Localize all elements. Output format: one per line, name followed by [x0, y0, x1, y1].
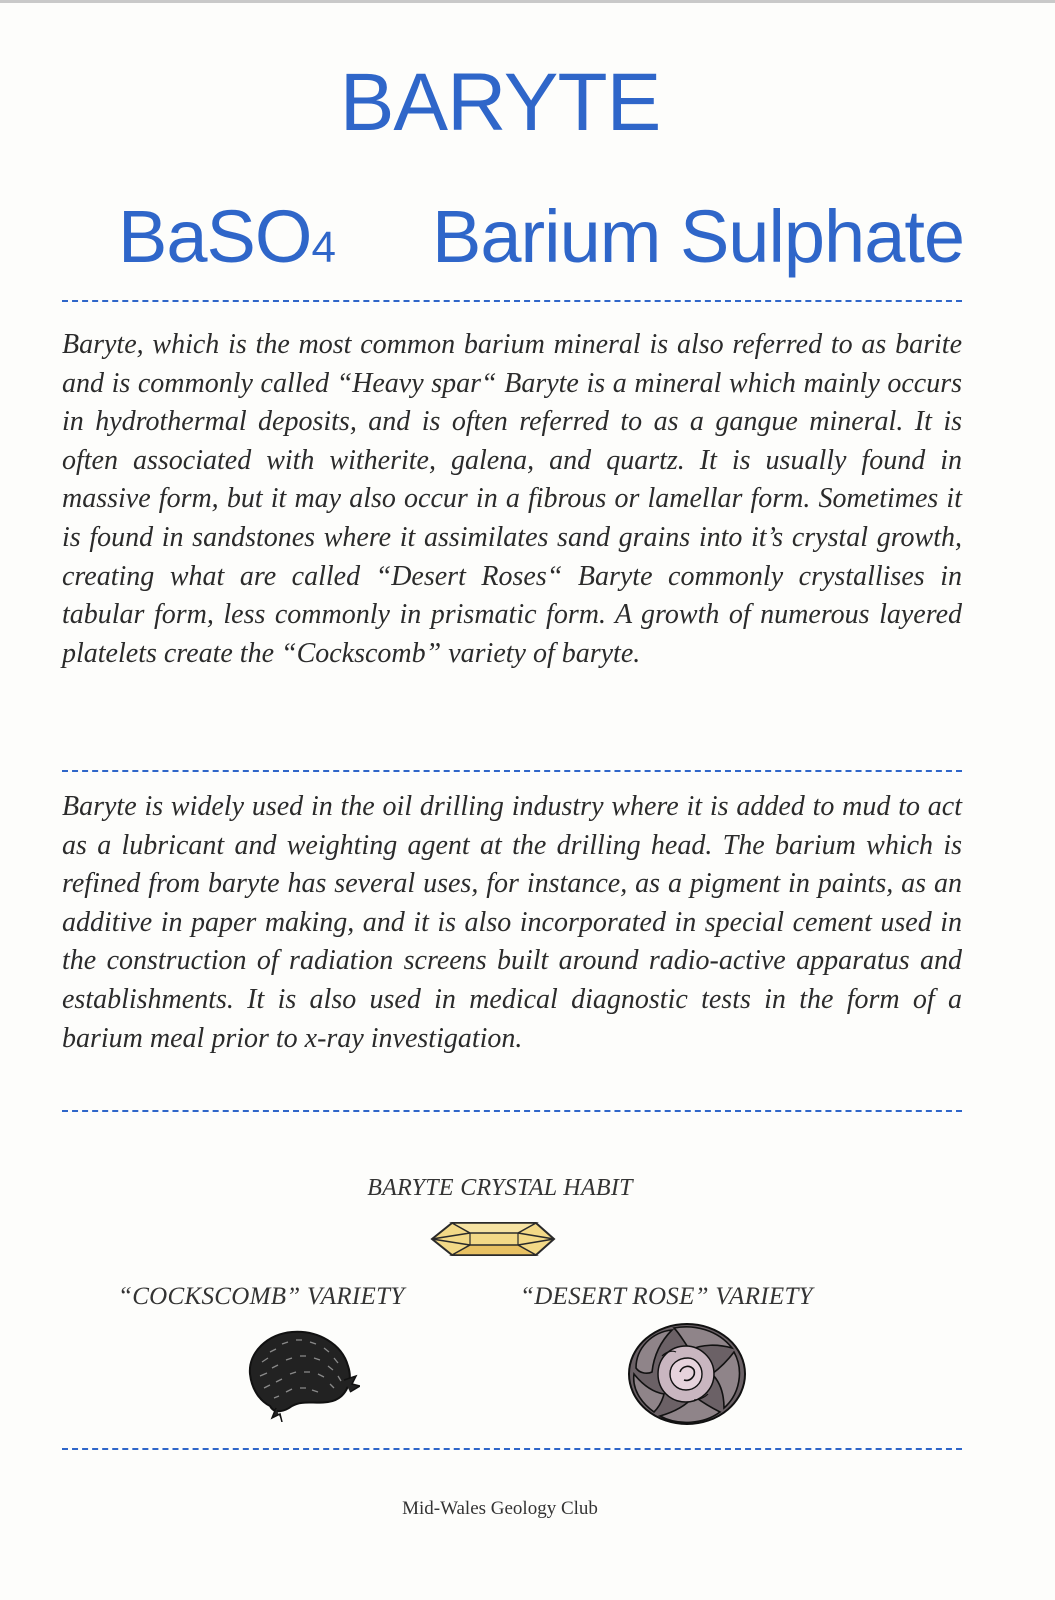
- chemical-name: Barium Sulphate: [432, 195, 965, 278]
- divider: [62, 1448, 962, 1450]
- divider: [62, 1110, 962, 1112]
- divider: [62, 770, 962, 772]
- chemical-formula: [118, 195, 335, 278]
- crystal-habit-title: BARYTE CRYSTAL HABIT: [367, 1175, 633, 1201]
- tabular-crystal-illustration: [428, 1218, 558, 1260]
- formula-subscript: 4: [311, 223, 335, 272]
- description-paragraph: Baryte, which is the most common barium mineral is also referred to as barite and is commonly called “Heavy spar“ Baryte is a mineral which mainly occurs in hydrothermal deposits, and is often referred to as a gangue mineral. It is often associated with witherite, galena, and quartz. It is usually found in massive form, but it may also occur in a fibrous or lamellar form. Sometimes it is found in sandstones where it assimilates sand grains into it’s crystal growth, creating what are called “Desert Roses“ Baryte commonly crystallises in tabular form, less commonly in prismatic form. A growth of numerous layered platelets create the “Cockscomb” variety of baryte.: [62, 329, 962, 669]
- page-title: BARYTE: [339, 57, 661, 148]
- top-rule: [0, 0, 1055, 3]
- cockscomb-label: “COCKSCOMB” VARIETY: [118, 1283, 405, 1310]
- divider: [62, 300, 962, 302]
- formula-base: BaSO: [118, 195, 312, 278]
- desert-rose-illustration: [622, 1318, 752, 1428]
- desert-rose-label: “DESERT ROSE” VARIETY: [520, 1283, 813, 1310]
- cockscomb-illustration: [240, 1322, 360, 1422]
- uses-paragraph: Baryte is widely used in the oil drilling industry where it is added to mud to act as a lubricant and weighting agent at the drilling head. The barium which is refined from baryte has several uses, for instance, as a pigment in paints, as an additive in paper making, and it is also incorporated in special cement used in the construction of radiation screens built around radio-active apparatus and establishments. It is also used in medical diagnostic tests in the form of a barium meal prior to x-ray investigation.: [62, 791, 962, 1054]
- footer-club-name: Mid-Wales Geology Club: [402, 1498, 598, 1519]
